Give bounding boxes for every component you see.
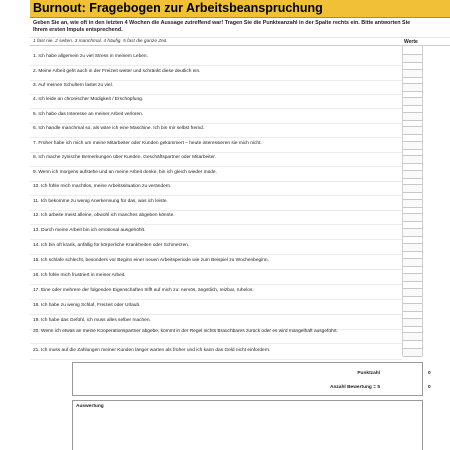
- question-text: 21. Ich muss auf die Zahlungen meiner Kunden länger warten als früher und ich kann das Geld nicht einfordern.: [33, 348, 271, 353]
- question-text: 15. Ich schlafe schlecht, besonders vor Beginn einer neuen Arbeitsperiode wie zum Beispiel zu Wochenbeginn.: [33, 258, 269, 263]
- scale-legend: 1 fast nie. 2 selten. 3 manchmal. 4 häufig. 5 fast die ganze Zeit.: [33, 39, 168, 44]
- question-row: [30, 226, 450, 240]
- question-row: [30, 241, 450, 255]
- row-divider: [30, 269, 402, 270]
- question-row: [30, 168, 450, 182]
- question-text: 12. Ich arbeite meist alleine, obwohl ich manches abgeben könnte.: [33, 213, 175, 218]
- question-text: 9. Wenn ich morgens aufstehe und an meine Arbeit denke, bin ich gleich wieder müde.: [33, 170, 217, 175]
- score-label: Punktzahl: [357, 371, 380, 376]
- row-divider: [30, 299, 402, 300]
- answer-value-cell[interactable]: [403, 303, 422, 312]
- row-divider: [30, 224, 402, 225]
- answer-value-cell[interactable]: [403, 228, 422, 237]
- row-divider: [30, 254, 402, 255]
- answer-value-cell[interactable]: [403, 170, 422, 179]
- summary-box: [72, 362, 431, 396]
- evaluation-label: Auswertung: [76, 404, 104, 409]
- question-row: [30, 182, 450, 196]
- answer-value-cell[interactable]: [403, 243, 422, 252]
- answer-value-cell[interactable]: [403, 273, 422, 282]
- question-row: [30, 197, 450, 211]
- answer-value-cell[interactable]: [403, 199, 422, 208]
- question-row: [30, 81, 450, 95]
- answer-value-cell[interactable]: [403, 332, 422, 341]
- question-row: [30, 301, 450, 315]
- row-divider: [30, 137, 402, 138]
- score-value: 0: [428, 371, 431, 376]
- answer-value-cell[interactable]: [403, 318, 422, 327]
- answer-value-cell[interactable]: [403, 97, 422, 106]
- count-rating-5-label: Anzahl Bewertung = 5: [330, 385, 380, 390]
- questionnaire-sheet: [30, 0, 450, 450]
- question-row: [30, 330, 450, 344]
- question-text: 11. Ich bekomme zu wenig Anerkennung für das, was ich leiste.: [33, 199, 168, 204]
- answer-value-cell[interactable]: [403, 258, 422, 267]
- question-row: [30, 124, 450, 138]
- values-column-header: Werte: [404, 39, 418, 45]
- question-text: 3. Auf meinen Schultern lastet zu viel.: [33, 83, 113, 88]
- row-divider: [30, 108, 402, 109]
- question-row: [30, 110, 450, 124]
- row-divider: [30, 284, 402, 285]
- row-divider: [30, 359, 402, 360]
- question-text: 8. Ich mache zynische Bemerkungen über Kunden, Geschäftspartner oder Mitarbeiter.: [33, 155, 216, 160]
- evaluation-box: [72, 400, 423, 450]
- question-text: 18. Ich habe zu wenig Schlaf, Freizeit oder Urlaub.: [33, 303, 141, 308]
- answer-value-cell[interactable]: [403, 155, 422, 164]
- question-text: 19. Ich habe das Gefühl, ich muss alles selber machen.: [33, 318, 151, 323]
- title-bar: [30, 0, 450, 18]
- question-text: 14. Ich bin oft krank, anfällig für körperliche Krankheiten oder Schmerzen.: [33, 243, 190, 248]
- answer-value-cell[interactable]: [403, 141, 422, 150]
- question-row: [30, 153, 450, 167]
- page-title: Burnout: Fragebogen zur Arbeitsbeanspruchung: [33, 1, 323, 15]
- question-text: 13. Durch meine Arbeit bin ich emotional ausgehöhlt.: [33, 228, 146, 233]
- question-text: 5. Ich habe das Interesse an meiner Arbeit verloren.: [33, 112, 144, 117]
- count-rating-5-value: 0: [428, 385, 431, 390]
- answer-value-cell[interactable]: [403, 54, 422, 63]
- question-text: 7. Früher habe ich mich um meine Mitarbeiter oder Kunden gekümmert – heute interessieren sie mich nicht.: [33, 141, 262, 146]
- row-divider: [30, 195, 402, 196]
- question-text: 17. Eine oder mehrere der folgenden Eigenschaften trifft auf mich zu: nervös, ängstlich, reizbar, ruhelos.: [33, 288, 254, 293]
- answer-value-cell[interactable]: [403, 348, 422, 357]
- answer-value-cell[interactable]: [403, 83, 422, 92]
- question-text: 10. Ich fühle mich machtlos, meine Arbeitssituation zu verändern.: [33, 184, 172, 189]
- answer-value-cell[interactable]: [403, 184, 422, 193]
- answer-value-cell[interactable]: [403, 112, 422, 121]
- question-row: [30, 256, 450, 270]
- answer-value-cell[interactable]: [403, 213, 422, 222]
- answer-value-cell[interactable]: [403, 69, 422, 78]
- answer-value-cell[interactable]: [403, 288, 422, 297]
- row-divider: [30, 65, 402, 66]
- answer-value-cell[interactable]: [403, 126, 422, 135]
- question-text: 20. Wenn ich etwas an meine Kooperationspartner abgebe, kommt in der Regel nichts Brauchbares zurück oder es wird mangelhaft ausgeführt.: [33, 329, 338, 334]
- question-row: [30, 286, 450, 300]
- question-row: [30, 52, 450, 66]
- scale-header-row: [30, 37, 450, 46]
- question-text: 16. Ich fühle mich frustriert in meiner Arbeit.: [33, 273, 126, 278]
- question-row: [30, 211, 450, 225]
- question-row: [30, 346, 450, 360]
- question-row: [30, 316, 450, 330]
- question-row: [30, 271, 450, 285]
- instructions-text: Geben Sie an, wie oft in den letzten 4 Wochen die Aussage zutreffend war! Tragen Sie die Punkteanzahl in der Spalte rechts ein. Bitte antworten Sie Ihrem ersten Impuls entsprechend.: [33, 20, 411, 34]
- question-row: [30, 95, 450, 109]
- question-row: [30, 67, 450, 81]
- row-divider: [30, 239, 402, 240]
- row-divider: [30, 314, 402, 315]
- question-text: 1. Ich habe allgemein zu viel Stress in meinem Leben.: [33, 54, 148, 59]
- question-row: [30, 139, 450, 153]
- question-text: 2. Meine Arbeit geht auch in der Freizeit weiter und schränkt diese deutlich ein.: [33, 69, 201, 74]
- question-text: 4. Ich leide an chronischer Müdigkeit / Erschöpfung.: [33, 97, 144, 102]
- row-divider: [30, 343, 402, 344]
- question-text: 6. Ich handle manchmal so, als wäre ich eine Maschine. Ich bin mir selbst fremd.: [33, 126, 205, 131]
- row-divider: [30, 166, 402, 167]
